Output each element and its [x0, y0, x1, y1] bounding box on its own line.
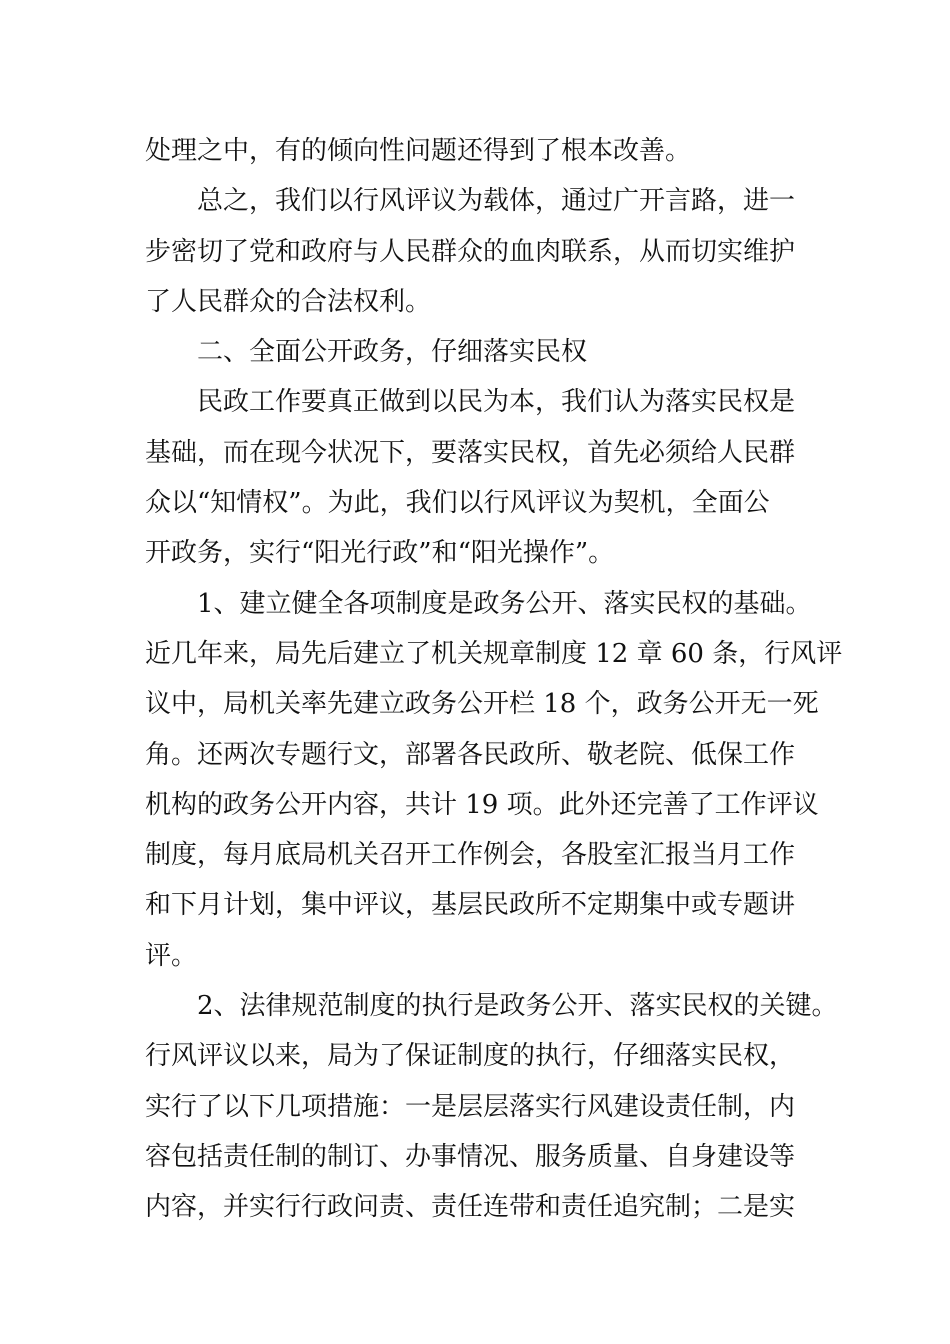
body-line: 实行了以下几项措施：一是层层落实行风建设责任制，内 — [145, 1091, 796, 1122]
body-line: 处理之中，有的倾向性问题还得到了根本改善。 — [145, 136, 692, 166]
body-line: 了人民群众的合法权利。 — [145, 286, 432, 317]
body-line: 基础，而在现今状况下，要落实民权，首先必须给人民群 — [145, 437, 796, 468]
body-line: 步密切了党和政府与人民群众的血肉联系，从而切实维护 — [145, 236, 796, 267]
body-line: 议中，局机关率先建立政务公开栏 18 个，政务公开无一死 — [145, 689, 819, 720]
body-line: 民政工作要真正做到以民为本，我们认为落实民权是 — [197, 387, 796, 418]
body-line: 和下月计划，集中评议，基层民政所不定期集中或专题讲 — [145, 890, 796, 921]
body-line: 制度，每月底局机关召开工作例会，各股室汇报当月工作 — [145, 840, 796, 871]
body-line: 1、建立健全各项制度是政务公开、落实民权的基础。 — [197, 588, 812, 619]
body-line: 开政务，实行“阳光行政”和“阳光操作”。 — [145, 538, 615, 569]
body-line: 评。 — [145, 940, 198, 971]
body-line: 总之，我们以行风评议为载体，通过广开言路，进一 — [197, 186, 796, 217]
body-line: 近几年来，局先后建立了机关规章制度 12 章 60 条，行风评 — [145, 638, 843, 669]
section-heading: 二、全面公开政务，仔细落实民权 — [197, 337, 588, 368]
body-line: 2、法律规范制度的执行是政务公开、落实民权的关键。 — [197, 991, 838, 1022]
body-line: 行风评议以来，局为了保证制度的执行，仔细落实民权， — [145, 1041, 796, 1072]
document-body — [145, 126, 843, 1233]
body-line: 内容，并实行行政问责、责任连带和责任追究制；二是实 — [145, 1192, 796, 1223]
body-line: 容包括责任制的制订、办事情况、服务质量、自身建设等 — [145, 1141, 796, 1172]
body-line: 角。还两次专题行文，部署各民政所、敬老院、低保工作 — [145, 739, 796, 770]
body-line: 众以“知情权”。为此，我们以行风评议为契机，全面公 — [145, 488, 770, 519]
body-line: 机构的政务公开内容，共计 19 项。此外还完善了工作评议 — [145, 789, 819, 820]
